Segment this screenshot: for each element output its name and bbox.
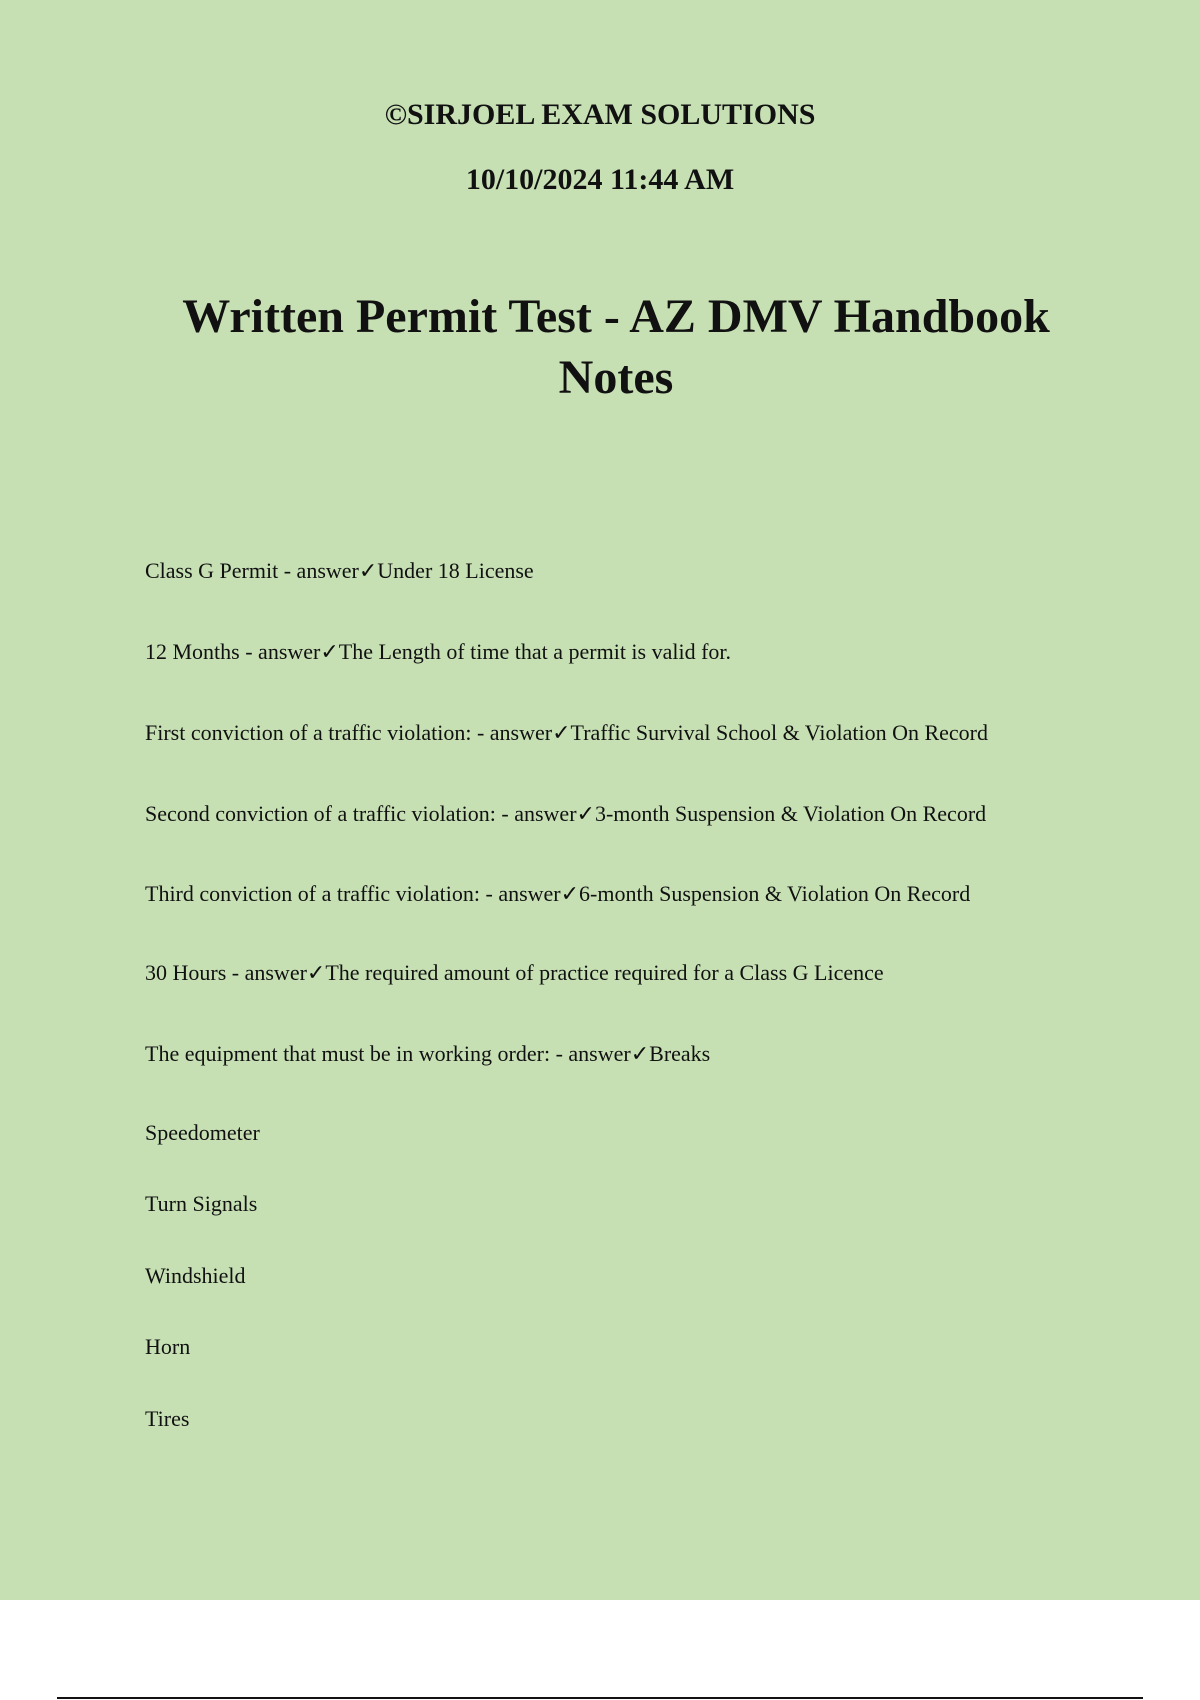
list-item: Tires (145, 1406, 190, 1431)
header-timestamp: 10/10/2024 11:44 AM (465, 163, 735, 196)
list-item: Windshield (145, 1263, 246, 1288)
footer-rule (57, 1697, 1143, 1699)
qa-entry: Class G Permit - answer✓Under 18 License (145, 558, 534, 583)
document-title: Written Permit Test - AZ DMV Handbook Notes (182, 290, 1050, 404)
header-copyright: ©SIRJOEL EXAM SOLUTIONS (384, 98, 816, 131)
list-item: Horn (145, 1334, 191, 1359)
list-item: Turn Signals (145, 1191, 258, 1216)
qa-entry: The equipment that must be in working order: - answer✓Breaks (145, 1041, 711, 1066)
qa-entry: 12 Months - answer✓The Length of time that a permit is valid for. (145, 639, 732, 664)
qa-entry: Third conviction of a traffic violation: - answer✓6-month Suspension & Violation On Record (145, 881, 971, 906)
qa-entry: First conviction of a traffic violation: - answer✓Traffic Survival School & Violation On Record (145, 720, 988, 745)
qa-entry: 30 Hours - answer✓The required amount of practice required for a Class G Licence (145, 960, 884, 985)
qa-entry: Second conviction of a traffic violation: - answer✓3-month Suspension & Violation On Record (145, 801, 987, 826)
list-item: Speedometer (145, 1120, 260, 1145)
